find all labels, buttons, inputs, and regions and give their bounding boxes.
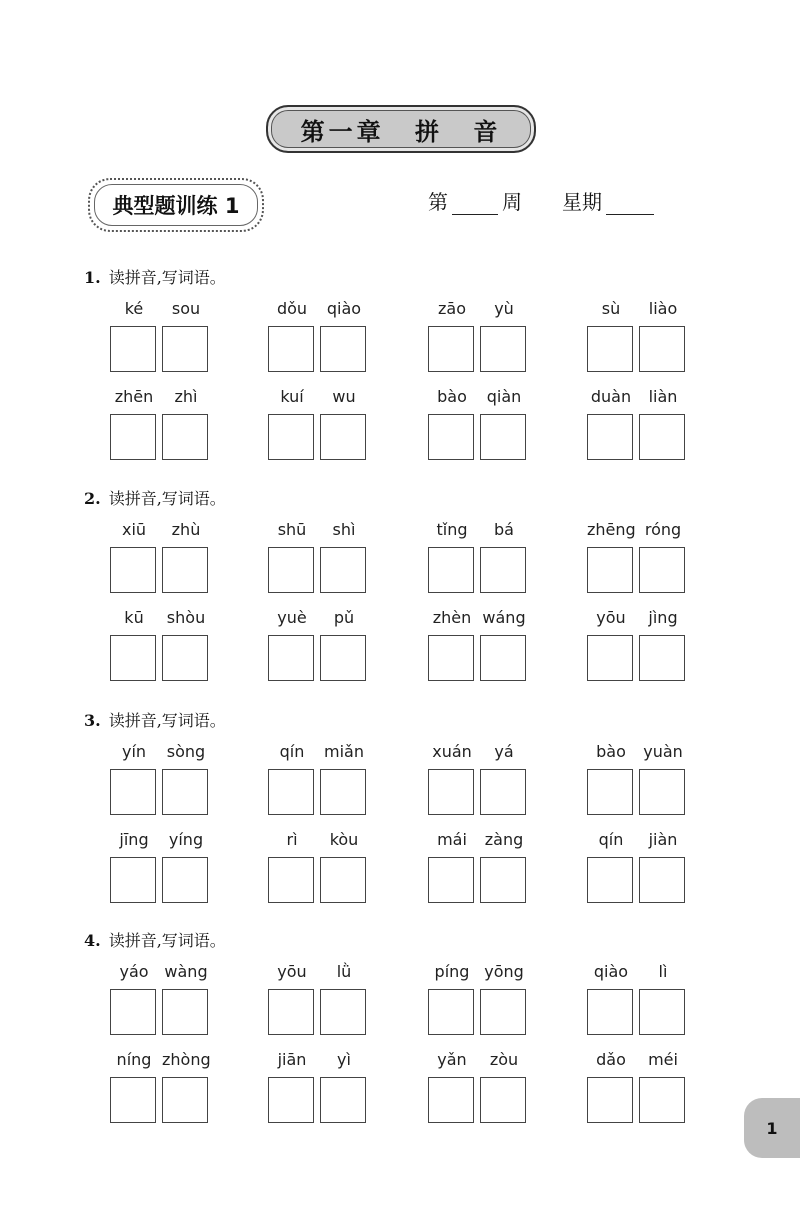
character-writing-box[interactable] xyxy=(428,326,474,372)
character-writing-box[interactable] xyxy=(587,547,633,593)
pinyin-syllable: zòu xyxy=(489,1050,519,1069)
character-writing-box[interactable] xyxy=(162,635,208,681)
pinyin-word xyxy=(268,1050,368,1130)
pinyin-word xyxy=(110,387,210,467)
character-writing-box[interactable] xyxy=(639,857,685,903)
pinyin-word xyxy=(428,387,528,467)
character-writing-box[interactable] xyxy=(110,635,156,681)
question-instruction: 读拼音,写词语。 xyxy=(108,268,226,287)
pinyin-syllable: liàn xyxy=(648,387,678,406)
weekday-blank[interactable] xyxy=(606,192,654,215)
character-writing-box[interactable] xyxy=(268,326,314,372)
pinyin-syllable: dǒu xyxy=(276,299,308,318)
character-writing-box[interactable] xyxy=(320,857,366,903)
question-title xyxy=(84,928,226,951)
question-instruction: 读拼音,写词语。 xyxy=(108,489,226,508)
character-writing-box[interactable] xyxy=(428,547,474,593)
pinyin-syllable: xiū xyxy=(121,520,147,539)
week-label-zhou: 周 xyxy=(502,190,522,214)
pinyin-word xyxy=(110,962,210,1042)
pinyin-word xyxy=(268,962,368,1042)
pinyin-syllable: zhèn xyxy=(432,608,472,627)
pinyin-word xyxy=(428,742,528,822)
character-writing-box[interactable] xyxy=(110,769,156,815)
pinyin-word xyxy=(110,1050,210,1130)
pinyin-word xyxy=(428,608,528,688)
character-writing-box[interactable] xyxy=(639,769,685,815)
pinyin-syllable: méi xyxy=(648,1050,678,1069)
pinyin-syllable: tǐng xyxy=(436,520,468,539)
pinyin-syllable: bào xyxy=(437,387,467,406)
pinyin-word xyxy=(587,830,687,910)
pinyin-syllable: liào xyxy=(648,299,678,318)
pinyin-syllable: pǔ xyxy=(333,608,355,627)
pinyin-syllable: lǜ xyxy=(336,962,352,981)
character-writing-box[interactable] xyxy=(162,326,208,372)
character-writing-box[interactable] xyxy=(480,414,526,460)
character-writing-box[interactable] xyxy=(268,635,314,681)
character-writing-box[interactable] xyxy=(428,769,474,815)
pinyin-syllable: rì xyxy=(286,830,298,849)
pinyin-syllable: qín xyxy=(598,830,624,849)
pinyin-syllable: sù xyxy=(601,299,621,318)
character-writing-box[interactable] xyxy=(268,547,314,593)
pinyin-syllable: bá xyxy=(494,520,514,539)
pinyin-syllable: wàng xyxy=(164,962,208,981)
character-writing-box[interactable] xyxy=(587,635,633,681)
character-writing-box[interactable] xyxy=(587,769,633,815)
pinyin-word xyxy=(428,962,528,1042)
pinyin-word xyxy=(268,830,368,910)
question-number: 2. xyxy=(84,489,101,508)
character-writing-box[interactable] xyxy=(320,769,366,815)
character-writing-box[interactable] xyxy=(639,635,685,681)
pinyin-syllable: xuán xyxy=(432,742,472,761)
pinyin-syllable: yōu xyxy=(596,608,626,627)
pinyin-word xyxy=(428,520,528,600)
pinyin-syllable: jìng xyxy=(648,608,678,627)
character-writing-box[interactable] xyxy=(320,989,366,1035)
pinyin-word xyxy=(428,1050,528,1130)
pinyin-syllable: yíng xyxy=(168,830,204,849)
character-writing-box[interactable] xyxy=(480,1077,526,1123)
character-writing-box[interactable] xyxy=(110,989,156,1035)
pinyin-word xyxy=(428,299,528,379)
question-title xyxy=(84,708,226,731)
character-writing-box[interactable] xyxy=(587,414,633,460)
week-date-line xyxy=(428,186,658,215)
pinyin-syllable: zāo xyxy=(438,299,466,318)
character-writing-box[interactable] xyxy=(320,635,366,681)
question-title xyxy=(84,486,226,509)
character-writing-box[interactable] xyxy=(587,857,633,903)
pinyin-word xyxy=(587,387,687,467)
pinyin-word xyxy=(587,520,687,600)
character-writing-box[interactable] xyxy=(639,326,685,372)
pinyin-syllable: jiān xyxy=(277,1050,307,1069)
pinyin-syllable: jīng xyxy=(119,830,149,849)
character-writing-box[interactable] xyxy=(480,547,526,593)
pinyin-word xyxy=(587,742,687,822)
pinyin-syllable: yín xyxy=(121,742,147,761)
character-writing-box[interactable] xyxy=(480,326,526,372)
character-writing-box[interactable] xyxy=(162,547,208,593)
character-writing-box[interactable] xyxy=(428,414,474,460)
character-writing-box[interactable] xyxy=(639,547,685,593)
character-writing-box[interactable] xyxy=(320,547,366,593)
pinyin-word xyxy=(268,387,368,467)
question-title xyxy=(84,265,226,288)
pinyin-syllable: miǎn xyxy=(324,742,364,761)
pinyin-syllable: zàng xyxy=(484,830,524,849)
pinyin-syllable: zhēn xyxy=(114,387,154,406)
pinyin-syllable: lì xyxy=(658,962,668,981)
character-writing-box[interactable] xyxy=(320,1077,366,1123)
pinyin-syllable: shū xyxy=(277,520,307,539)
character-writing-box[interactable] xyxy=(587,989,633,1035)
pinyin-syllable: jiàn xyxy=(648,830,678,849)
character-writing-box[interactable] xyxy=(162,857,208,903)
character-writing-box[interactable] xyxy=(428,635,474,681)
pinyin-syllable: níng xyxy=(116,1050,152,1069)
pinyin-word xyxy=(110,299,210,379)
character-writing-box[interactable] xyxy=(162,414,208,460)
character-writing-box[interactable] xyxy=(480,769,526,815)
character-writing-box[interactable] xyxy=(480,635,526,681)
character-writing-box[interactable] xyxy=(587,1077,633,1123)
pinyin-syllable: zhēng xyxy=(587,520,636,539)
question-instruction: 读拼音,写词语。 xyxy=(108,711,226,730)
question-number: 3. xyxy=(84,711,101,730)
character-writing-box[interactable] xyxy=(639,989,685,1035)
pinyin-syllable: yōng xyxy=(484,962,524,981)
pinyin-syllable: yuè xyxy=(277,608,307,627)
pinyin-word xyxy=(268,520,368,600)
pinyin-syllable: qiào xyxy=(593,962,629,981)
pinyin-word xyxy=(110,608,210,688)
character-writing-box[interactable] xyxy=(428,989,474,1035)
pinyin-word xyxy=(110,742,210,822)
pinyin-word xyxy=(268,608,368,688)
pinyin-syllable: sou xyxy=(171,299,201,318)
pinyin-syllable: shì xyxy=(332,520,356,539)
pinyin-syllable: róng xyxy=(644,520,682,539)
pinyin-syllable: yù xyxy=(494,299,514,318)
character-writing-box[interactable] xyxy=(162,989,208,1035)
pinyin-word xyxy=(428,830,528,910)
question-instruction: 读拼音,写词语。 xyxy=(108,931,226,950)
chapter-title: 第一章 拼 音 xyxy=(266,105,536,153)
pinyin-syllable: duàn xyxy=(590,387,632,406)
character-writing-box[interactable] xyxy=(639,1077,685,1123)
character-writing-box[interactable] xyxy=(110,547,156,593)
pinyin-syllable: wu xyxy=(332,387,356,406)
character-writing-box[interactable] xyxy=(268,1077,314,1123)
character-writing-box[interactable] xyxy=(268,769,314,815)
pinyin-word xyxy=(587,1050,687,1130)
pinyin-syllable: sòng xyxy=(166,742,206,761)
character-writing-box[interactable] xyxy=(639,414,685,460)
character-writing-box[interactable] xyxy=(268,414,314,460)
pinyin-syllable: yáo xyxy=(119,962,149,981)
character-writing-box[interactable] xyxy=(480,857,526,903)
pinyin-word xyxy=(587,299,687,379)
pinyin-syllable: mái xyxy=(437,830,467,849)
pinyin-syllable: ké xyxy=(124,299,144,318)
pinyin-syllable: yǎn xyxy=(437,1050,467,1069)
character-writing-box[interactable] xyxy=(428,1077,474,1123)
pinyin-syllable: qiào xyxy=(326,299,362,318)
pinyin-syllable: zhù xyxy=(171,520,201,539)
pinyin-word xyxy=(110,830,210,910)
character-writing-box[interactable] xyxy=(110,857,156,903)
pinyin-syllable: zhòng xyxy=(162,1050,211,1069)
pinyin-syllable: kuí xyxy=(280,387,304,406)
pinyin-syllable: yá xyxy=(494,742,514,761)
pinyin-word xyxy=(587,608,687,688)
pinyin-syllable: kòu xyxy=(329,830,359,849)
character-writing-box[interactable] xyxy=(268,857,314,903)
character-writing-box[interactable] xyxy=(268,989,314,1035)
weekday-label: 星期 xyxy=(562,190,602,214)
character-writing-box[interactable] xyxy=(480,989,526,1035)
pinyin-syllable: yuàn xyxy=(643,742,683,761)
pinyin-syllable: píng xyxy=(434,962,470,981)
pinyin-word xyxy=(110,520,210,600)
pinyin-syllable: dǎo xyxy=(596,1050,626,1069)
character-writing-box[interactable] xyxy=(428,857,474,903)
pinyin-word xyxy=(587,962,687,1042)
training-title: 典型题训练 1 xyxy=(88,178,264,232)
pinyin-syllable: qín xyxy=(279,742,305,761)
question-number: 4. xyxy=(84,931,101,950)
character-writing-box[interactable] xyxy=(110,414,156,460)
pinyin-syllable: zhì xyxy=(174,387,198,406)
question-number: 1. xyxy=(84,268,101,287)
character-writing-box[interactable] xyxy=(162,769,208,815)
pinyin-syllable: yì xyxy=(337,1050,351,1069)
character-writing-box[interactable] xyxy=(320,326,366,372)
character-writing-box[interactable] xyxy=(110,1077,156,1123)
character-writing-box[interactable] xyxy=(320,414,366,460)
character-writing-box[interactable] xyxy=(110,326,156,372)
pinyin-syllable: wáng xyxy=(482,608,526,627)
pinyin-word xyxy=(268,742,368,822)
week-label-di: 第 xyxy=(428,190,448,214)
character-writing-box[interactable] xyxy=(587,326,633,372)
pinyin-syllable: shòu xyxy=(166,608,206,627)
pinyin-syllable: bào xyxy=(596,742,626,761)
week-number-blank[interactable] xyxy=(452,192,498,215)
pinyin-syllable: kū xyxy=(124,608,144,627)
page-number: 1 xyxy=(744,1098,800,1158)
pinyin-word xyxy=(268,299,368,379)
character-writing-box[interactable] xyxy=(162,1077,208,1123)
pinyin-syllable: qiàn xyxy=(486,387,522,406)
pinyin-syllable: yōu xyxy=(277,962,307,981)
